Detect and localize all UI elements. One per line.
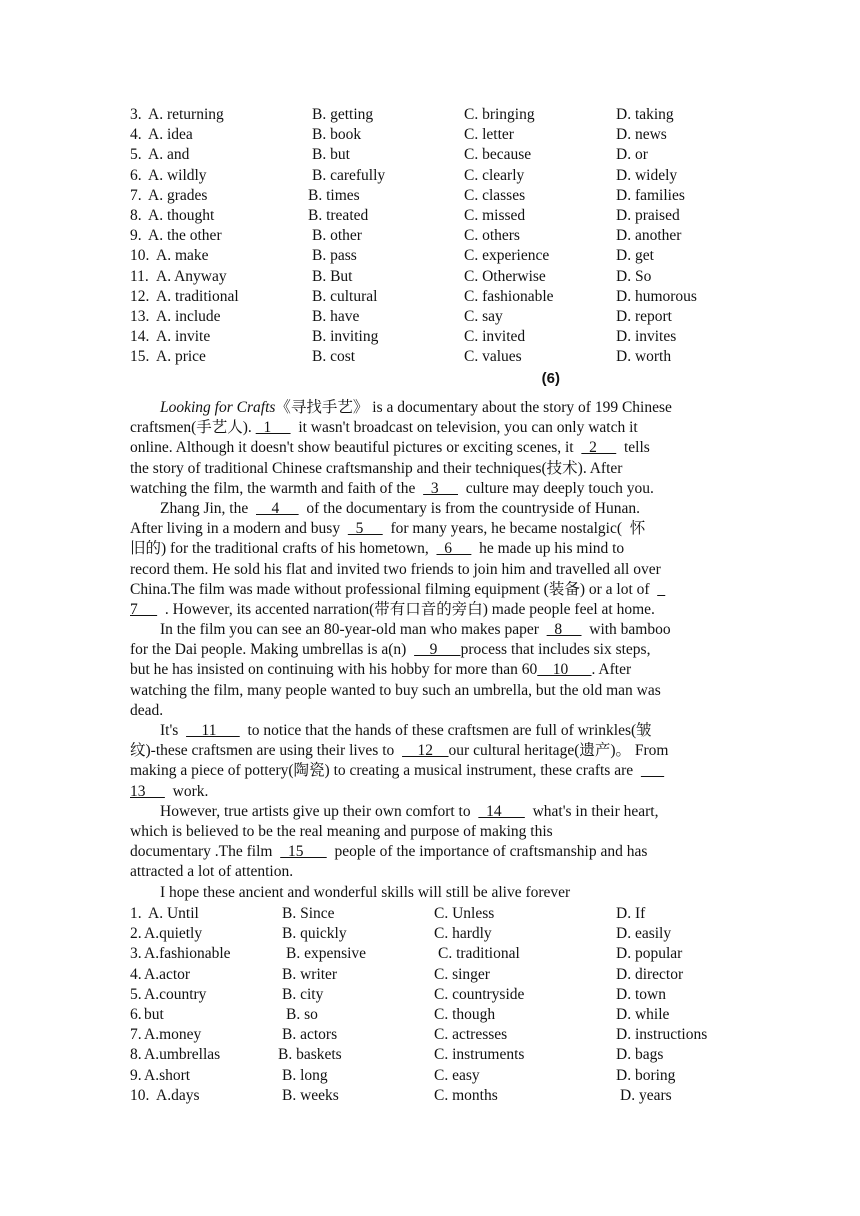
- option-c: C. Unless: [434, 905, 495, 922]
- passage-line: craftsmen(手艺人). 1 it wasn't broadcast on television, you can only watch it: [130, 419, 638, 437]
- option-c: C. easy: [434, 1066, 480, 1084]
- option-c: C. others: [464, 227, 520, 245]
- option-d: D. humorous: [616, 287, 697, 305]
- question-number: 9.: [130, 1066, 142, 1084]
- passage-line: 13 work.: [130, 782, 209, 800]
- blank-12: 12: [402, 742, 449, 760]
- passage: [130, 398, 736, 903]
- option-a: but: [144, 1005, 164, 1023]
- option-c: C. say: [464, 307, 503, 325]
- option-c: C. Otherwise: [464, 267, 546, 285]
- question-number: 9.: [130, 227, 142, 245]
- option-a: A.country: [144, 985, 207, 1003]
- option-a: A. make: [156, 247, 209, 265]
- option-b: B. have: [312, 307, 360, 325]
- option-c: C. hardly: [434, 925, 492, 943]
- passage-line: However, true artists give up their own comfort to 14 what's in their heart,: [160, 802, 659, 820]
- option-d: D. years: [620, 1086, 672, 1104]
- blank-1: 1: [255, 419, 291, 437]
- option-a: A. the other: [148, 227, 222, 245]
- option-d: D. invites: [616, 328, 677, 346]
- option-c: C. months: [434, 1086, 498, 1104]
- option-a: A. and: [148, 146, 190, 164]
- question-number: 2.: [130, 925, 142, 943]
- option-b: B. inviting: [312, 328, 379, 346]
- option-d: D. get: [616, 247, 654, 265]
- blank-10: 10: [537, 661, 592, 679]
- blank-9: 9: [414, 641, 461, 659]
- option-a: A.money: [144, 1026, 202, 1044]
- option-b: B. expensive: [286, 945, 367, 963]
- passage-line: the story of traditional Chinese craftsmanship and their techniques(技术). After: [130, 459, 623, 477]
- question-number: 1.: [130, 905, 142, 922]
- option-c: C. traditional: [438, 945, 520, 963]
- passage-line: which is believed to be the real meaning and purpose of making this: [130, 822, 553, 840]
- option-d: D. worth: [616, 348, 672, 366]
- passage-line: It's 11 to notice that the hands of these craftsmen are full of wrinkles(皱: [160, 722, 652, 739]
- passage-line: dead.: [130, 701, 164, 719]
- passage-line: 7 . However, its accented narration(带有口音的旁白) made people feel at home.: [130, 600, 655, 618]
- option-a: A. idea: [148, 126, 193, 144]
- option-b: B. But: [312, 267, 353, 285]
- question-number: 15.: [130, 348, 150, 366]
- blank-3: 3: [423, 479, 458, 497]
- option-a: A. price: [156, 348, 206, 366]
- option-c: C. instruments: [434, 1046, 525, 1064]
- option-d: D. news: [616, 126, 667, 144]
- option-c: C. fashionable: [464, 287, 554, 305]
- question-number: 4.: [130, 965, 142, 983]
- option-d: D. report: [616, 307, 672, 325]
- option-a: A. traditional: [156, 287, 239, 305]
- passage-line: 旧的) for the traditional crafts of his hometown, 6 he made up his mind to: [130, 540, 625, 558]
- option-d: D. So: [616, 267, 652, 285]
- option-a: A. invite: [156, 328, 211, 346]
- question-number: 12.: [130, 287, 150, 305]
- option-b: B. so: [286, 1005, 318, 1023]
- option-b: B. cultural: [312, 287, 378, 305]
- option-a: A.actor: [144, 965, 191, 983]
- passage-line: In the film you can see an 80-year-old man who makes paper 8 with bamboo: [160, 621, 671, 639]
- question-number: 10.: [130, 247, 150, 265]
- blank-7: 7: [130, 600, 158, 618]
- option-d: D. popular: [616, 945, 683, 963]
- section-title: (6): [541, 370, 560, 387]
- blank-15: 15: [280, 843, 327, 861]
- option-d: D. or: [616, 146, 648, 164]
- question-number: 4.: [130, 126, 142, 144]
- option-a: A. wildly: [148, 166, 207, 184]
- option-b: B. actors: [282, 1026, 338, 1044]
- blank-14: 14: [478, 802, 525, 820]
- passage-line: After living in a modern and busy 5 for many years, he became nostalgic( 怀: [130, 520, 646, 538]
- option-a: A. Until: [148, 905, 199, 922]
- question-number: 7.: [130, 1026, 142, 1044]
- option-a: A. include: [156, 307, 221, 325]
- passage-line: Looking for Crafts《寻找手艺》 is a documentary about the story of 199 Chinese: [160, 399, 672, 416]
- option-c: C. actresses: [434, 1026, 508, 1044]
- option-c: C. clearly: [464, 166, 525, 184]
- question-number: 3.: [130, 945, 142, 963]
- question-number: 13.: [130, 307, 150, 325]
- option-b: B. carefully: [312, 166, 386, 184]
- passage-line: China.The film was made without professional filming equipment (装备) or a lot of _: [130, 580, 666, 598]
- option-a: A.days: [156, 1086, 200, 1104]
- option-b: B. cost: [312, 348, 356, 366]
- option-b: B. long: [282, 1066, 328, 1084]
- option-a: A.umbrellas: [144, 1046, 221, 1064]
- option-b: B. getting: [312, 106, 374, 123]
- option-a: A. Anyway: [156, 267, 227, 285]
- blank-13-start: [641, 762, 664, 779]
- blank-2: 2: [581, 439, 617, 457]
- question-number: 14.: [130, 328, 150, 346]
- question-number: 11.: [130, 267, 149, 285]
- option-d: D. while: [616, 1005, 670, 1023]
- passage-line: I hope these ancient and wonderful skills will still be alive forever: [160, 883, 571, 901]
- passage-line: watching the film, many people wanted to buy such an umbrella, but the old man was: [130, 681, 661, 699]
- passage-line: Zhang Jin, the 4 of the documentary is from the countryside of Hunan.: [160, 499, 640, 517]
- option-b: B. but: [312, 146, 350, 164]
- question-number: 5.: [130, 985, 142, 1003]
- option-a: A.quietly: [144, 925, 203, 943]
- option-c: C. because: [464, 146, 532, 164]
- option-d: D. families: [616, 186, 685, 204]
- option-d: D. director: [616, 965, 684, 983]
- option-d: D. praised: [616, 206, 680, 224]
- option-b: B. Since: [282, 905, 335, 922]
- passage-line: but he has insisted on continuing with his hobby for more than 60 10 . After: [130, 661, 632, 679]
- option-a: A.fashionable: [144, 945, 231, 963]
- passage-line: for the Dai people. Making umbrellas is a(n) 9 process that includes six steps,: [130, 641, 651, 659]
- question-number: 8.: [130, 1046, 142, 1064]
- blank-7-start: _: [657, 580, 666, 598]
- option-d: D. boring: [616, 1066, 676, 1084]
- question-number: 10.: [130, 1086, 150, 1104]
- blank-11: 11: [186, 722, 240, 739]
- question-number: 5.: [130, 146, 142, 164]
- option-d: D. If: [616, 905, 646, 922]
- option-b: B. writer: [282, 965, 338, 983]
- option-c: C. letter: [464, 126, 514, 144]
- option-d: D. widely: [616, 166, 678, 184]
- option-a: A.short: [144, 1066, 191, 1084]
- option-d: D. taking: [616, 106, 674, 123]
- passage-line: documentary .The film 15 people of the importance of craftsmanship and has: [130, 843, 648, 861]
- option-c: C. missed: [464, 206, 526, 224]
- option-b: B. treated: [308, 206, 369, 224]
- option-b: B. quickly: [282, 925, 347, 943]
- passage-line: online. Although it doesn't show beautiful pictures or exciting scenes, it 2 tells: [130, 439, 650, 457]
- option-d: D. easily: [616, 925, 672, 943]
- option-d: D. town: [616, 985, 666, 1003]
- question-number: 6.: [130, 166, 142, 184]
- option-c: C. invited: [464, 328, 526, 346]
- blank-6: 6: [436, 540, 472, 558]
- option-a: A. thought: [148, 206, 215, 224]
- passage-line: 纹)-these craftsmen are using their lives to 12 our cultural heritage(遗产)。 From: [130, 742, 669, 760]
- blank-13: 13: [130, 782, 165, 800]
- blank-4: 4: [256, 499, 299, 517]
- question-number: 3.: [130, 106, 142, 123]
- option-b: B. city: [282, 985, 324, 1003]
- option-b: B. pass: [312, 247, 357, 265]
- option-b: B. baskets: [278, 1046, 342, 1064]
- question-number: 7.: [130, 186, 142, 204]
- option-d: D. another: [616, 227, 682, 245]
- option-c: C. classes: [464, 186, 526, 204]
- blank-5: 5: [347, 520, 383, 538]
- option-b: B. other: [312, 227, 362, 245]
- option-b: B. times: [308, 186, 360, 204]
- option-c: C. countryside: [434, 985, 525, 1003]
- documentary-title: Looking for Crafts: [160, 399, 276, 416]
- passage-line: attracted a lot of attention.: [130, 863, 294, 881]
- option-b: B. book: [312, 126, 362, 144]
- option-c: C. experience: [464, 247, 550, 265]
- option-b: B. weeks: [282, 1086, 339, 1104]
- question-number: 6.: [130, 1005, 142, 1023]
- option-c: C. though: [434, 1005, 496, 1023]
- passage-line: record them. He sold his flat and invited two friends to join him and travelled all over: [130, 560, 661, 578]
- option-c: C. bringing: [464, 106, 535, 123]
- option-d: D. bags: [616, 1046, 664, 1064]
- option-d: D. instructions: [616, 1026, 708, 1044]
- blank-8: 8: [546, 621, 582, 639]
- passage-line: watching the film, the warmth and faith of the 3 culture may deeply touch you.: [130, 479, 654, 497]
- question-number: 8.: [130, 206, 142, 224]
- option-a: A. returning: [148, 106, 224, 123]
- passage-line: making a piece of pottery(陶瓷) to creating a musical instrument, these crafts are: [130, 761, 736, 781]
- option-a: A. grades: [148, 186, 208, 204]
- option-c: C. values: [464, 348, 522, 366]
- option-c: C. singer: [434, 965, 490, 983]
